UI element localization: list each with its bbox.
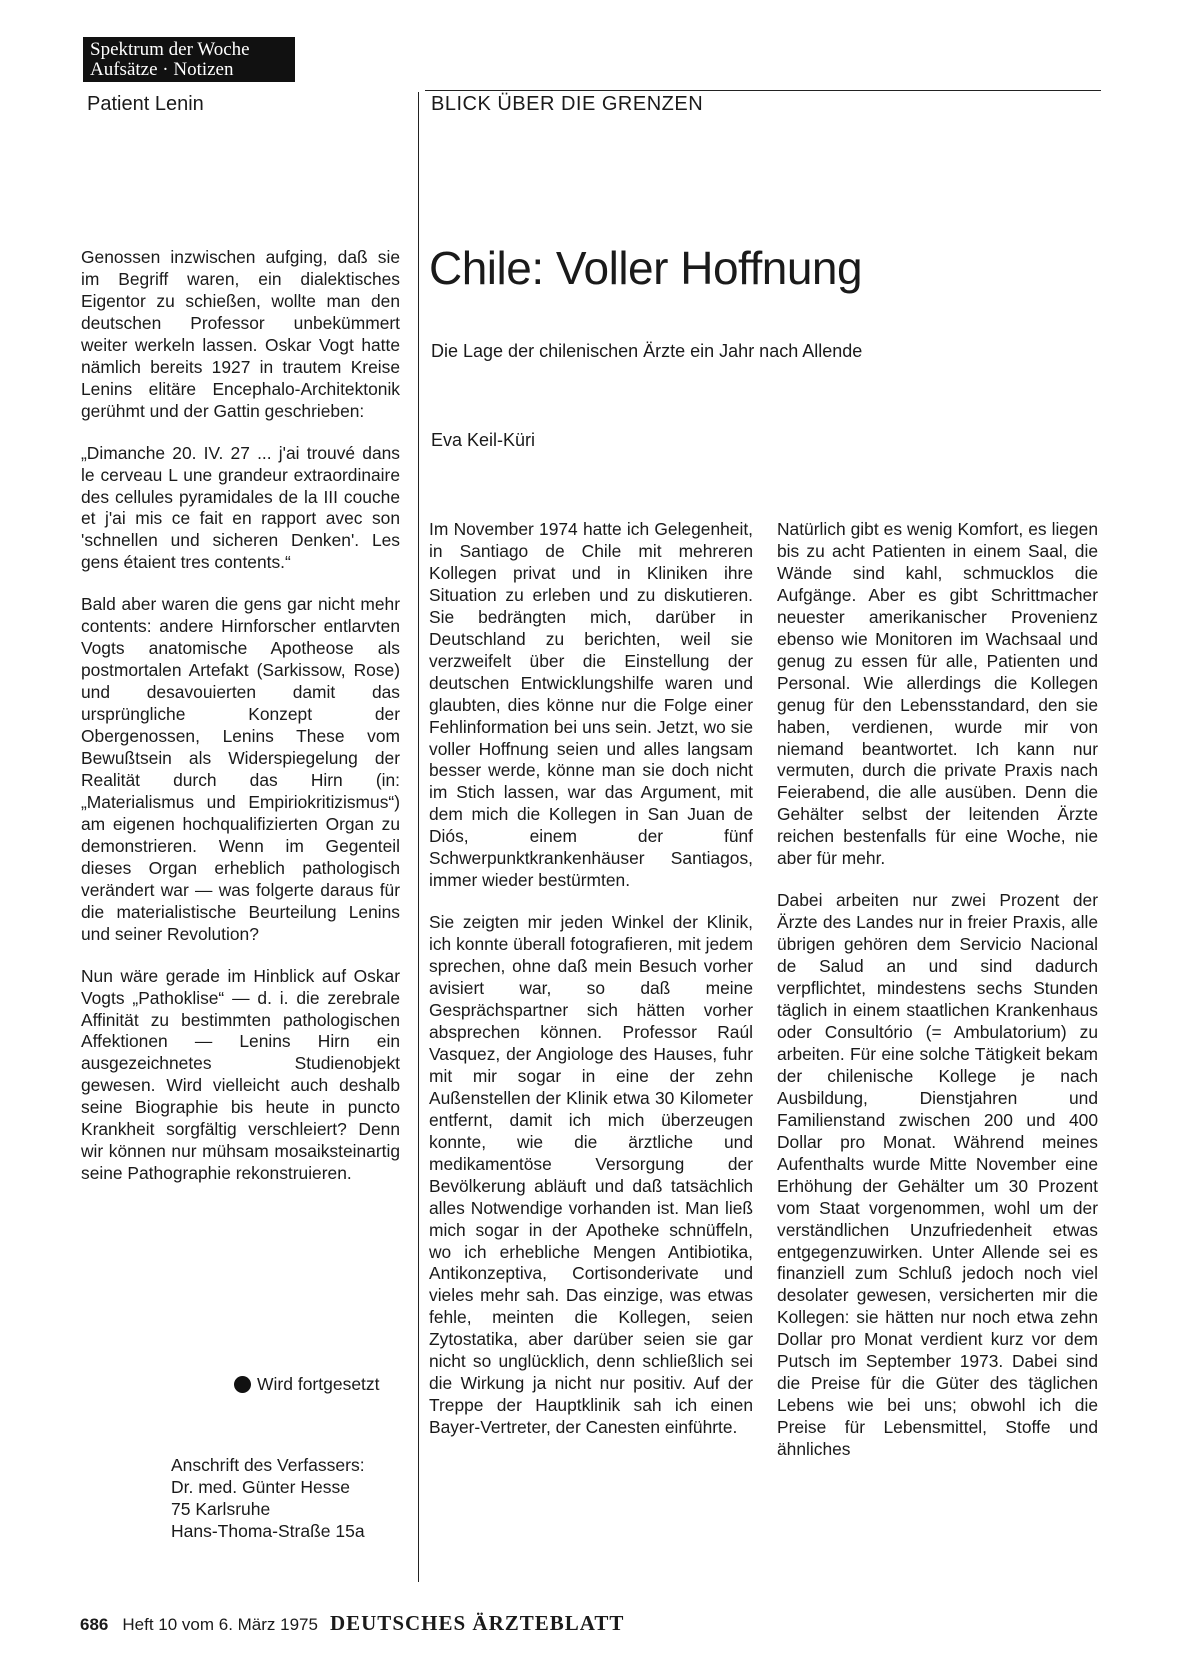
continued-note	[234, 1373, 380, 1395]
right-column	[777, 519, 1098, 1461]
author-address	[171, 1455, 401, 1543]
bullet-dot-icon	[234, 1376, 251, 1393]
section-header-line2: Aufsätze · Notizen	[90, 59, 234, 80]
left-paragraph-1: Genossen inzwischen aufging, daß sie im Begriff waren, ein dialektisches Eigentor zu schießen, wollte man den deutschen Professor unbekümmert weiter werkeln lassen. Oskar Vogt hatte nämlich bereits 1927 in trautem Kreise Lenins elitäre Encephalo-Architektonik gerühmt und der Gattin geschrieben:	[81, 247, 400, 421]
article-subtitle: Die Lage der chilenischen Ärzte ein Jahr nach Allende	[431, 341, 863, 361]
page-footer	[80, 1612, 624, 1636]
right-section-label: BLICK ÜBER DIE GRENZEN	[431, 93, 704, 115]
left-paragraph-4: Nun wäre gerade im Hinblick auf Oskar Vogts „Pathoklise“ — d. i. die zerebrale Affinität zu bestimmten pathologischen Affektionen — Lenins Hirn ein ausgezeichnetes Studienobjekt gewesen. Wird vielleicht auch deshalb seine Biographie bis heute in puncto Krankheit sorgfältig verschleiert? Denn wir können nur mühsam mosaiksteinartig seine Pathographie rekonstruieren.	[81, 965, 400, 1184]
address-line1: Anschrift des Verfassers:	[171, 1455, 365, 1475]
section-header-line1: Spektrum der Woche	[90, 39, 250, 60]
right-paragraph-2: Dabei arbeiten nur zwei Prozent der Ärzte des Landes nur in freier Praxis, alle übrigen gehören dem Servicio Nacional de Salud an und sind dadurch verpflichtet, mindestens sechs Stunden täglich in einem staatlichen Krankenhaus oder Consultório (= Ambulatorium) zu arbeiten. Für eine solche Tätigkeit bekam der chilenische Kollege je nach Ausbildung, Dienstjahren und Familienstand zwischen 200 und 400 Dollar pro Monat. Während meines Aufenthalts wurde Mitte November eine Erhöhung der Gehälter um 30 Prozent vom Staat vorgenommen, wohl um der verständlichen Unzufriedenheit etwas entgegenzuwirken. Unter Allende sei es finanziell zum Schluß jedoch noch viel desolater gewesen, versicherten mir die Kollegen: sie hätten nur noch etwa zehn Dollar pro Monat verdient kurz vor dem Putsch im September 1973. Dabei sind die Preise für die Güter des täglichen Lebens wie bei uns; obwohl ich die Preise für Lebensmittel, Stoffe und ähnliches	[777, 890, 1098, 1460]
continued-label: Wird fortgesetzt	[257, 1374, 380, 1394]
top-rule	[425, 90, 1101, 91]
address-line2: Dr. med. Günter Hesse	[171, 1476, 350, 1497]
page-number: 686	[80, 1615, 109, 1634]
left-paragraph-3: Bald aber waren die gens gar nicht mehr contents: andere Hirnforscher entlarvten Vogts anatomische Apotheose als postmortalen Artefakt (Sarkissow, Rose) und desavouierten damit das ursprüngliche Konzept der Obergenossen, Lenins These vom Bewußtsein als Widerspiegelung der Realität durch das Hirn (in: „Materialismus und Empiriokritizismus“) am eigenen hochqualifizierten Organ zu demonstrieren. Wenn im Gegenteil dieses Organ erheblich pathologisch verändert war — was folgerte daraus für die materialistische Beurteilung Lenins und seiner Revolution?	[81, 594, 400, 944]
left-paragraph-2: „Dimanche 20. IV. 27 ... j'ai trouvé dans le cerveau L une grandeur extraordinaire des cellules pyramidales de la III couche et j'ai mis ce fait en rapport avec son 'schnellen und sicheren Denken'. Les gens étaient tres contents.“	[81, 442, 400, 573]
section-header-box	[83, 37, 295, 82]
column-divider	[418, 92, 419, 1582]
middle-paragraph-2: Sie zeigten mir jeden Winkel der Klinik, ich konnte überall fotografieren, mit jedem sprechen, ohne daß mein Besuch vorher avisiert war, so daß meine Gesprächspartner sich hätten vorher absprechen können. Professor Raúl Vasquez, der Angiologe des Hauses, fuhr mit mir sogar in eine der zehn Außenstellen der Klinik etwa 30 Kilometer entfernt, damit ich mich überzeugen konnte, wie die ärztliche und medikamentöse Versorgung der Bevölkerung abläuft und daß tatsächlich alles Notwendige vorhanden ist. Man ließ mich sogar in der Apotheke schnüffeln, wo ich erhebliche Mengen Antibiotika, Antikonzeptiva, Cortisonderivate und vieles mehr sah. Das einzige, was etwas fehle, meinten die Kollegen, seien Zytostatika, aber darüber seien sie gar nicht so unglücklich, denn schließlich sei die Wirkung ja nicht nur positiv. Auf der Treppe der Hauptklinik sah ich einen Bayer-Vertreter, der Canesten einführte.	[429, 912, 753, 1438]
journal-name: DEUTSCHES ÄRZTEBLATT	[329, 1611, 625, 1635]
article-author: Eva Keil-Küri	[431, 430, 536, 450]
address-line4: Hans-Thoma-Straße 15a	[171, 1520, 365, 1541]
address-line3: 75 Karlsruhe	[171, 1498, 271, 1519]
middle-paragraph-1: Im November 1974 hatte ich Gelegenheit, in Santiago de Chile mit mehreren Kollegen privat und in Kliniken ihre Situation zu erleben und zu diskutieren. Sie bedrängten mich, darüber in Deutschland zu berichten, weil sie verzweifelt über die Einstellung der deutschen Entwicklungshilfe waren und glaubten, dies könne nur die Folge einer Fehlinformation bei uns sein. Jetzt, wo sie voller Hoffnung seien und alles langsam besser werde, könne man sie doch nicht im Stich lassen, war das Argument, mit dem mich die Kollegen in San Juan de Diós, einem der fünf Schwerpunktkrankenhäuser Santiagos, immer wieder bestürmten.	[429, 519, 753, 891]
middle-column	[429, 519, 753, 1439]
left-section-label: Patient Lenin	[87, 93, 204, 115]
left-column	[81, 247, 400, 1185]
issue-info: Heft 10 vom 6. März 1975	[122, 1615, 318, 1634]
article-title: Chile: Voller Hoffnung	[429, 242, 863, 294]
right-paragraph-1: Natürlich gibt es wenig Komfort, es liegen bis zu acht Patienten in einem Saal, die Wände sind kahl, schmucklos die Aufgänge. Aber es gibt Schrittmacher neuester amerikanischer Provenienz ebenso wie Monitoren im Wachsaal und genug zu essen für alle, Patienten und Personal. Wie allerdings die Kollegen genug für den Lebensstandard, den sie haben, verdienen, wurde mir von niemand beantwortet. Ich kann nur vermuten, durch die private Praxis nach Feierabend, die alle ausüben. Denn die Gehälter selbst der leitenden Ärzte reichen bestenfalls für eine Woche, nie aber für mehr.	[777, 519, 1098, 869]
